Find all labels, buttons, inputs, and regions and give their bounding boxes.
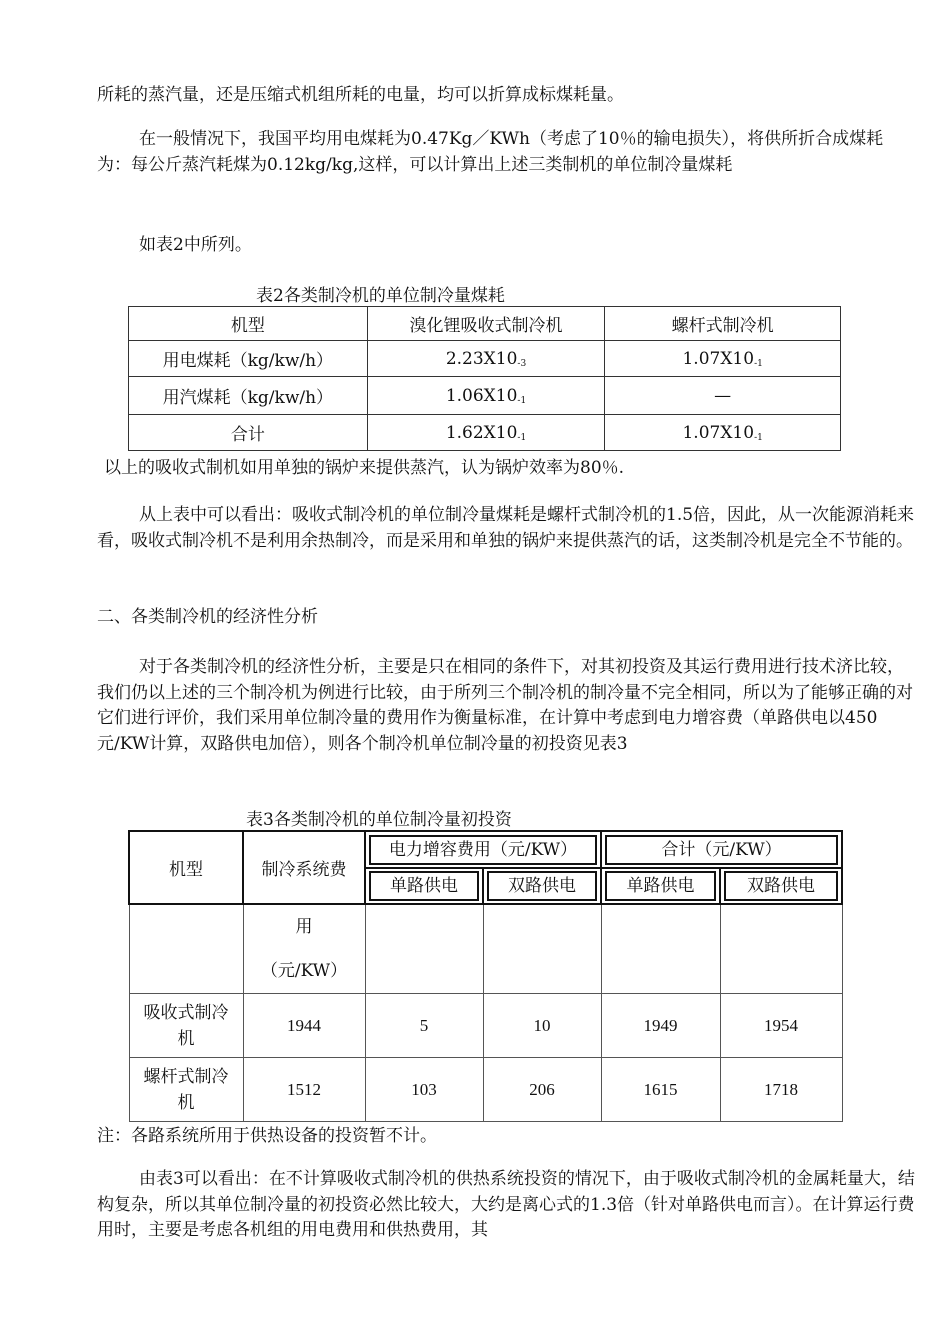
table2-cell: $2.23X10_{-3}$	[367, 341, 605, 377]
table3-header-type: 机型	[129, 831, 243, 904]
table2-cell: —	[605, 377, 841, 415]
table2-row	[129, 415, 841, 451]
table3-empty-cell	[129, 904, 243, 994]
table2-header-cell: 溴化锂吸收式制冷机	[367, 307, 605, 341]
table3-empty-cell	[720, 904, 842, 994]
table3-header-double: 双路供电	[483, 868, 601, 904]
table3-cell: 103	[365, 1058, 483, 1122]
table3-empty-cell	[483, 904, 601, 994]
table3-header-single: 单路供电	[601, 868, 720, 904]
table3-header-system-cost: 制冷系统费	[243, 831, 365, 904]
paragraph-1: 所耗的蒸汽量，还是压缩式机组所耗的电量，均可以折算成标煤耗量。	[97, 85, 624, 105]
table3-empty-cell	[365, 904, 483, 994]
table2-header-cell: 螺杆式制冷机	[605, 307, 841, 341]
table2-row-label: 合计	[129, 415, 368, 451]
paragraph-3: 如表2中所列。	[139, 235, 252, 255]
table3-row	[129, 1058, 842, 1122]
table3-unit-cell: 用 （元/KW）	[243, 904, 365, 994]
table2-cell: $1.62X10_{-1}$	[367, 415, 605, 451]
table3-cell: 10	[483, 994, 601, 1058]
table3-cell: 1944	[243, 994, 365, 1058]
table2-cell: $1.06X10_{-1}$	[367, 377, 605, 415]
paragraph-7: 由表3可以看出：在不计算吸收式制冷机的供热系统投资的情况下，由于吸收式制冷机的金属耗量大，结构复杂，所以其单位制冷量的初投资必然比较大，大约是离心式的1.3倍（针对单路供电而言）。在计算运行费用时，主要是考虑各机组的用电费用和供热费用，其	[97, 1169, 915, 1240]
table3-caption: 表3各类制冷机的单位制冷量初投资	[246, 810, 512, 830]
table3-empty-cell	[601, 904, 720, 994]
table2-row	[129, 377, 841, 415]
table-3	[128, 830, 841, 1122]
table2-caption: 表2各类制冷机的单位制冷量煤耗	[256, 286, 505, 306]
table3-row	[129, 994, 842, 1058]
table2-cell: $1.07X10_{-1}$	[605, 341, 841, 377]
table-2	[128, 306, 841, 451]
table3-header-double: 双路供电	[720, 868, 842, 904]
table3-cell: 1512	[243, 1058, 365, 1122]
table2-header-row	[129, 307, 841, 341]
table2-row-label: 用电煤耗（kg/kw/h）	[129, 341, 368, 377]
table3-header-power: 电力增容费用（元/KW）	[365, 831, 601, 868]
paragraph-4: 以上的吸收式制机如用单独的锅炉来提供蒸汽，认为锅炉效率为80％.	[104, 458, 625, 478]
table2-row	[129, 341, 841, 377]
table3-row-type: 吸收式制冷机	[129, 994, 243, 1058]
section-heading-2: 二、各类制冷机的经济性分析	[97, 607, 318, 627]
table3-header-single: 单路供电	[365, 868, 483, 904]
table3-cell: 1615	[601, 1058, 720, 1122]
table3-cell: 1949	[601, 994, 720, 1058]
table3-cell: 1718	[720, 1058, 842, 1122]
table3-row-type: 螺杆式制冷机	[129, 1058, 243, 1122]
table3-unit-row	[129, 904, 842, 994]
table2-row-label: 用汽煤耗（kg/kw/h）	[129, 377, 368, 415]
table3-cell: 5	[365, 994, 483, 1058]
table3-cell: 206	[483, 1058, 601, 1122]
table2-header-cell: 机型	[129, 307, 368, 341]
paragraph-2: 在一般情况下，我国平均用电煤耗为0.47Kg／KWh（考虑了10％的输电损失），将供所折合成煤耗为：每公斤蒸汽耗煤为0.12kg/kg,这样，可以计算出上述三类制机的单位制冷量煤耗	[97, 129, 884, 175]
table2-cell: $1.07X10_{-1}$	[605, 415, 841, 451]
paragraph-5: 从上表中可以看出：吸收式制冷机的单位制冷量煤耗是螺杆式制冷机的1.5倍，因此，从一次能源消耗来看，吸收式制冷机不是利用余热制冷，而是采用和单独的锅炉来提供蒸汽的话，这类制冷机是完全不节能的。	[97, 505, 915, 551]
paragraph-6: 对于各类制冷机的经济性分析，主要是只在相同的条件下，对其初投资及其运行费用进行技术济比较，我们仍以上述的三个制冷机为例进行比较，由于所列三个制冷机的制冷量不完全相同，所以为了能够正确的对它们进行评价，我们采用单位制冷量的费用作为衡量标准，在计算中考虑到电力增容费（单路供电以450元/KW计算，双路供电加倍），则各个制冷机单位制冷量的初投资见表3	[97, 657, 913, 754]
table3-header-row	[129, 831, 842, 868]
table3-header-total: 合计（元/KW）	[601, 831, 842, 868]
table3-cell: 1954	[720, 994, 842, 1058]
table3-note: 注：各路系统所用于供热设备的投资暂不计。	[97, 1126, 437, 1146]
